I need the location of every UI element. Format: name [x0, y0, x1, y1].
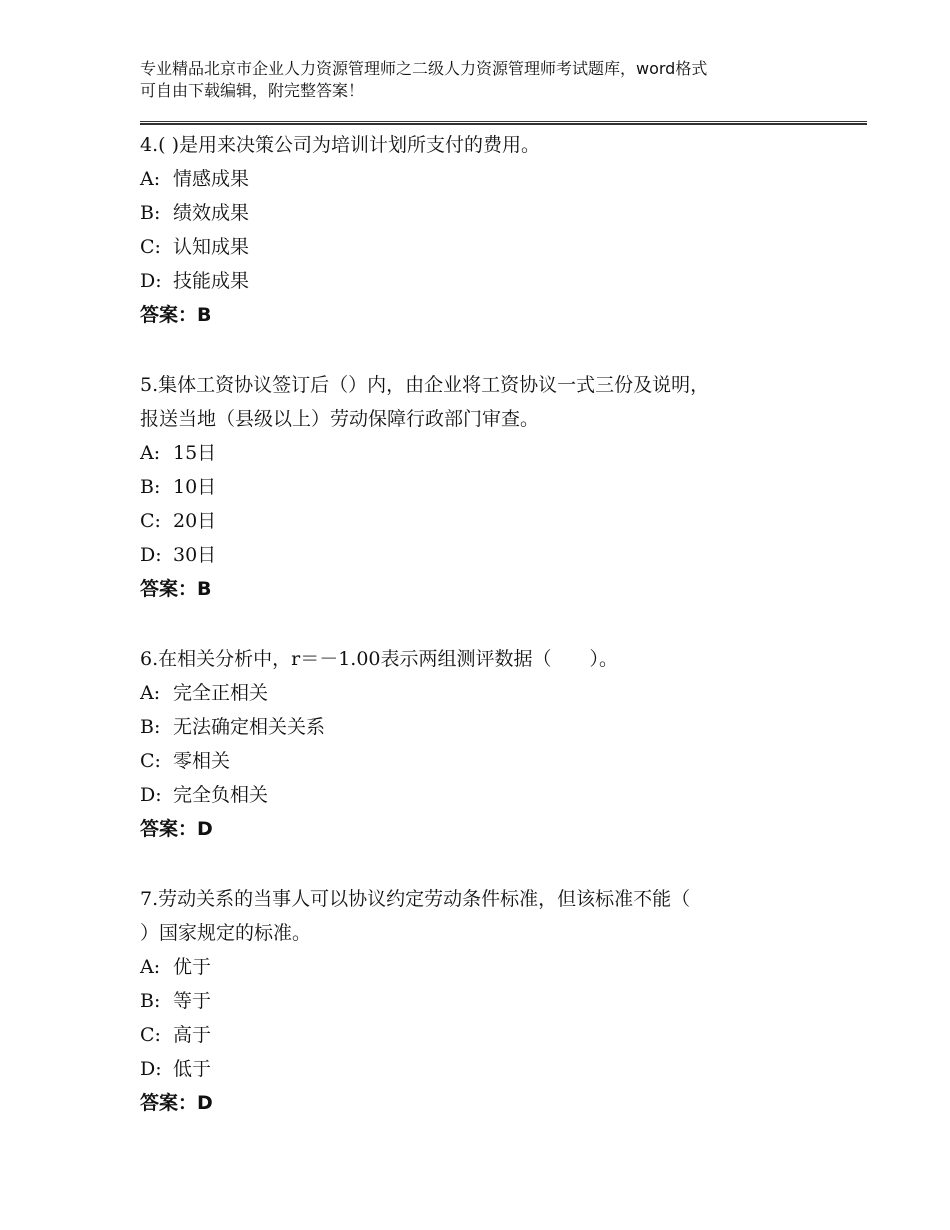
- option-text: 10日: [173, 476, 217, 498]
- option-text: 绩效成果: [173, 202, 250, 224]
- question-7: [140, 882, 867, 1120]
- option-a: [140, 676, 867, 710]
- question-5: [140, 368, 867, 606]
- option-text: 15日: [173, 442, 217, 464]
- option-key: C:: [140, 1024, 161, 1046]
- option-a: [140, 436, 867, 470]
- question-spacer: [140, 846, 867, 882]
- option-d: [140, 264, 867, 298]
- option-key: B:: [140, 476, 161, 498]
- option-d: [140, 1052, 867, 1086]
- question-text: 7.劳动关系的当事人可以协议约定劳动条件标准，但该标准不能（: [140, 888, 691, 910]
- header-line-1: 专业精品北京市企业人力资源管理师之二级人力资源管理师考试题库，word格式: [140, 59, 708, 78]
- answer-label: 答案：B: [140, 304, 212, 326]
- question-text: 6.在相关分析中，r＝－1.00表示两组测评数据（ ）。: [140, 648, 619, 670]
- option-key: A:: [140, 682, 161, 704]
- option-text: 完全正相关: [173, 682, 269, 704]
- option-text: 高于: [173, 1024, 212, 1046]
- option-c: [140, 504, 867, 538]
- option-key: A:: [140, 168, 161, 190]
- option-text: 认知成果: [173, 236, 250, 258]
- option-text: 情感成果: [173, 168, 250, 190]
- option-text: 完全负相关: [173, 784, 269, 806]
- option-key: B:: [140, 990, 161, 1012]
- option-d: [140, 538, 867, 572]
- option-key: D:: [140, 270, 162, 292]
- option-key: C:: [140, 236, 161, 258]
- question-6: [140, 642, 867, 846]
- option-text: 低于: [173, 1058, 212, 1080]
- option-text: 技能成果: [173, 270, 250, 292]
- answer-label: 答案：D: [140, 1092, 213, 1114]
- answer-label: 答案：D: [140, 818, 213, 840]
- question-4: [140, 128, 867, 332]
- question-text-continued: ）国家规定的标准。: [140, 922, 312, 944]
- question-list: [140, 128, 867, 1120]
- option-c: [140, 1018, 867, 1052]
- option-a: [140, 162, 867, 196]
- option-text: 零相关: [173, 750, 231, 772]
- option-c: [140, 744, 867, 778]
- option-key: C:: [140, 510, 161, 532]
- option-text: 无法确定相关关系: [173, 716, 326, 738]
- option-d: [140, 778, 867, 812]
- option-text: 30日: [173, 544, 217, 566]
- option-b: [140, 984, 867, 1018]
- question-spacer: [140, 606, 867, 642]
- option-key: A:: [140, 956, 161, 978]
- question-text: 5.集体工资协议签订后（）内，由企业将工资协议一式三份及说明，: [140, 374, 710, 396]
- option-key: D:: [140, 1058, 162, 1080]
- option-key: B:: [140, 202, 161, 224]
- option-c: [140, 230, 867, 264]
- option-b: [140, 196, 867, 230]
- option-text: 等于: [173, 990, 212, 1012]
- option-a: [140, 950, 867, 984]
- question-text: 4.( )是用来决策公司为培训计划所支付的费用。: [140, 134, 540, 156]
- option-text: 优于: [173, 956, 212, 978]
- option-text: 20日: [173, 510, 217, 532]
- document-header: [140, 58, 840, 102]
- option-b: [140, 470, 867, 504]
- option-key: B:: [140, 716, 161, 738]
- header-line-2: 可自由下载编辑，附完整答案！: [140, 81, 365, 100]
- option-key: C:: [140, 750, 161, 772]
- option-key: D:: [140, 784, 162, 806]
- option-key: D:: [140, 544, 162, 566]
- option-b: [140, 710, 867, 744]
- question-spacer: [140, 332, 867, 368]
- question-text-continued: 报送当地（县级以上）劳动保障行政部门审查。: [140, 408, 540, 430]
- answer-label: 答案：B: [140, 578, 212, 600]
- header-divider: [140, 121, 867, 125]
- option-key: A:: [140, 442, 161, 464]
